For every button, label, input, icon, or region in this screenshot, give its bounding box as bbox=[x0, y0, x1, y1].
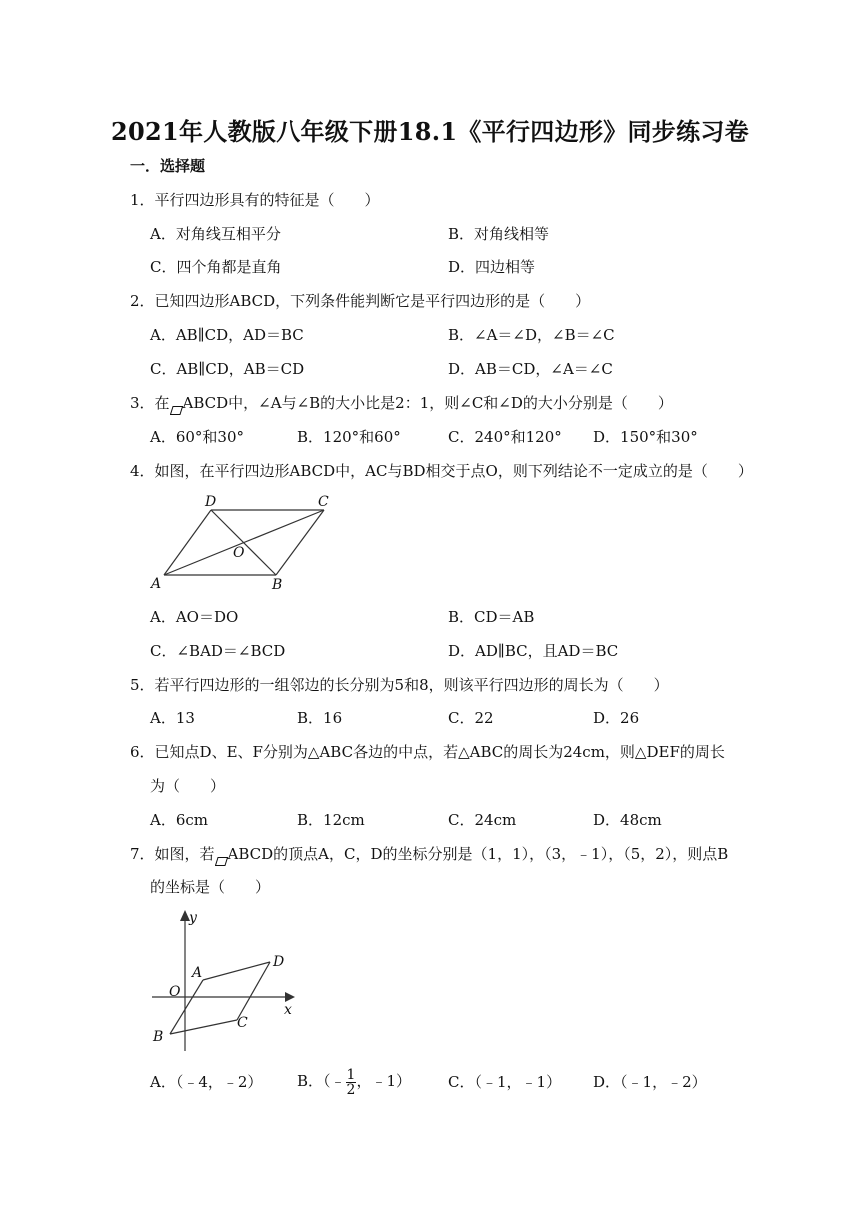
question-5-option-d: D．26 bbox=[593, 709, 640, 727]
question-7-option-a: A．（﹣4，﹣2） bbox=[150, 1073, 263, 1091]
question-3-stem bbox=[130, 393, 673, 413]
question-1-option-d: D．四边相等 bbox=[448, 258, 536, 276]
diagonal-bd bbox=[211, 510, 276, 575]
question-4-option-a: A．AO＝DO bbox=[150, 608, 239, 626]
fraction-one-half: $\frac{1}{2}$ bbox=[346, 1066, 356, 1098]
question-7-option-d: D．（﹣1，﹣2） bbox=[593, 1073, 707, 1091]
question-2-option-a: A．AB∥CD，AD＝BC bbox=[150, 326, 304, 344]
question-7-stem bbox=[130, 844, 728, 864]
question-2-option-d: D．AB＝CD，∠A＝∠C bbox=[448, 360, 613, 378]
question-1-option-b: B．对角线相等 bbox=[448, 225, 550, 243]
label-d: D bbox=[273, 954, 285, 970]
label-c: C bbox=[318, 494, 329, 510]
question-2-stem: 2．已知四边形ABCD，下列条件能判断它是平行四边形的是（ ） bbox=[130, 292, 591, 310]
question-7-option-b bbox=[297, 1063, 411, 1099]
question-7-stem-continued: 的坐标是（ ） bbox=[150, 878, 271, 896]
question-7-stem-post: ABCD的顶点A，C，D的坐标分别是（1，1），（3，﹣1），（5，2），则点B bbox=[227, 845, 729, 863]
label-b: B bbox=[272, 577, 283, 593]
label-y: y bbox=[189, 910, 197, 926]
label-o: O bbox=[169, 984, 181, 1000]
question-6-option-c: C．24cm bbox=[448, 811, 517, 829]
label-b: B bbox=[153, 1029, 164, 1045]
question-7-stem-pre: 7．如图，若 bbox=[130, 845, 215, 863]
question-3-option-b: B．120°和60° bbox=[297, 428, 401, 446]
page-title: 2021年人教版八年级下册18.1《平行四边形》同步练习卷 bbox=[111, 117, 749, 146]
question-6-option-d: D．48cm bbox=[593, 811, 662, 829]
question-5-stem: 5．若平行四边形的一组邻边的长分别为5和8，则该平行四边形的周长为（ ） bbox=[130, 676, 669, 694]
question-3-option-a: A．60°和30° bbox=[150, 428, 245, 446]
question-6-stem-continued: 为（ ） bbox=[150, 777, 226, 795]
question-5-option-a: A．13 bbox=[150, 709, 195, 727]
label-d: D bbox=[205, 494, 217, 510]
question-4-option-c: C．∠BAD＝∠BCD bbox=[150, 642, 286, 660]
question-2-option-b: B．∠A＝∠D，∠B＝∠C bbox=[448, 326, 615, 344]
parallelogram-symbol-icon bbox=[215, 851, 228, 860]
question-3-option-c: C．240°和120° bbox=[448, 428, 562, 446]
label-a: A bbox=[192, 965, 203, 981]
question-3-stem-pre: 3．在 bbox=[130, 394, 170, 412]
side-dc bbox=[237, 962, 270, 1020]
parallelogram-symbol-icon bbox=[170, 400, 183, 409]
label-c: C bbox=[237, 1015, 248, 1031]
question-3-stem-post: ABCD中，∠A与∠B的大小比是2：1，则∠C和∠D的大小分别是（ ） bbox=[182, 394, 673, 412]
question-5-option-c: C．22 bbox=[448, 709, 494, 727]
question-4-stem: 4．如图，在平行四边形ABCD中，AC与BD相交于点O，则下列结论不一定成立的是（ ） bbox=[130, 462, 753, 480]
question-1-option-a: A．对角线互相平分 bbox=[150, 225, 281, 243]
question-1-option-c: C．四个角都是直角 bbox=[150, 258, 282, 276]
side-cb bbox=[170, 1020, 237, 1034]
question-7-option-b-post: ，﹣1） bbox=[356, 1072, 411, 1090]
question-1-stem: 1．平行四边形具有的特征是（ ） bbox=[130, 191, 380, 209]
question-6-option-b: B．12cm bbox=[297, 811, 365, 829]
question-4-option-d: D．AD∥BC，且AD＝BC bbox=[448, 642, 619, 660]
section-heading: 一．选择题 bbox=[130, 157, 206, 175]
question-6-option-a: A．6cm bbox=[150, 811, 209, 829]
x-axis-arrow-icon bbox=[285, 992, 295, 1002]
question-2-option-c: C．AB∥CD，AB＝CD bbox=[150, 360, 305, 378]
label-a: A bbox=[151, 576, 162, 592]
question-7-option-b-pre: B．（﹣ bbox=[297, 1072, 346, 1090]
question-3-option-d: D．150°和30° bbox=[593, 428, 698, 446]
parallelogram-figure bbox=[148, 490, 338, 595]
question-7-option-c: C．（﹣1，﹣1） bbox=[448, 1073, 562, 1091]
side-ad bbox=[203, 962, 270, 980]
label-x: x bbox=[284, 1002, 292, 1018]
label-o: O bbox=[233, 545, 245, 561]
question-5-option-b: B．16 bbox=[297, 709, 343, 727]
coordinate-figure bbox=[148, 908, 303, 1058]
question-6-stem: 6．已知点D、E、F分别为△ABC各边的中点，若△ABC的周长为24cm，则△DEF的周长 bbox=[130, 743, 725, 761]
question-4-option-b: B．CD＝AB bbox=[448, 608, 535, 626]
